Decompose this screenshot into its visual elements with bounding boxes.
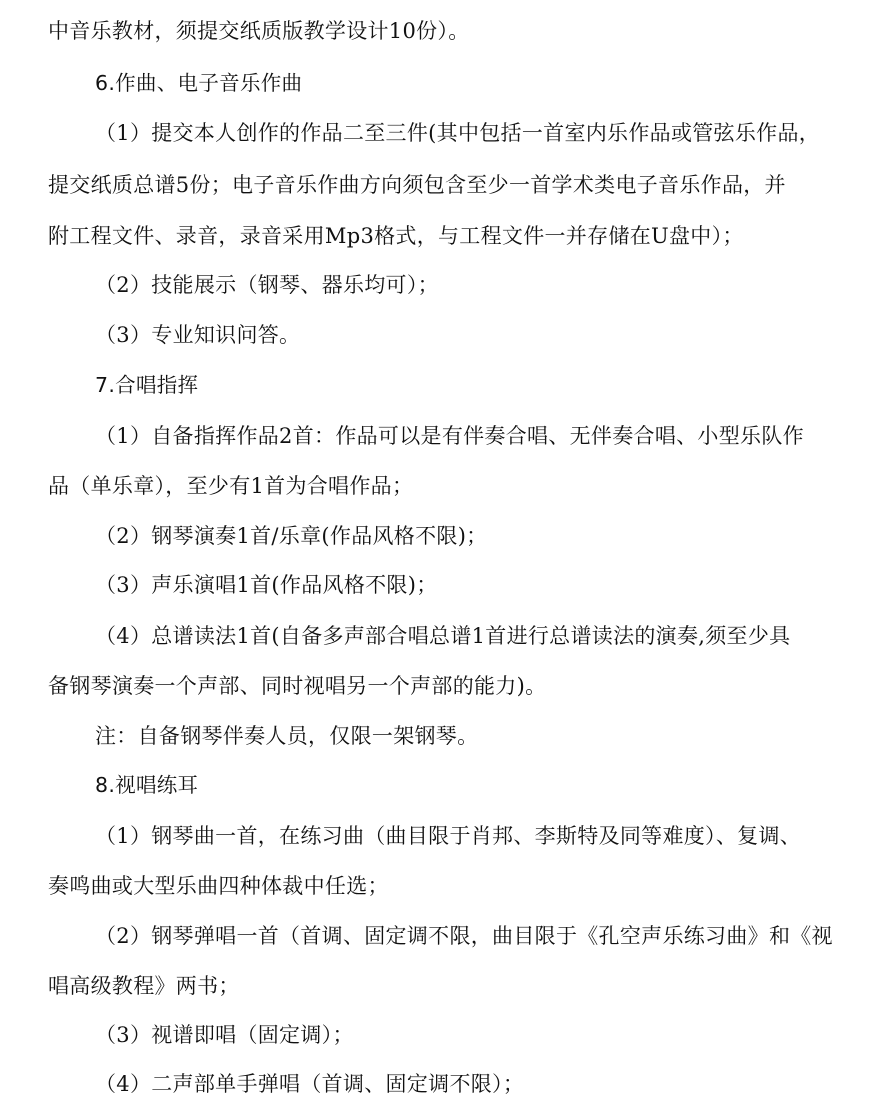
paragraph-line: （2）钢琴弹唱一首（首调、固定调不限，曲目限于《孔空声乐练习曲》和《视: [95, 924, 833, 948]
paragraph-line: （4）二声部单手弹唱（首调、固定调不限）；: [95, 1072, 525, 1096]
note-line: 注：自备钢琴伴奏人员，仅限一架钢琴。: [95, 724, 479, 748]
paragraph-line: （1）钢琴曲一首，在练习曲（曲目限于肖邦、李斯特及同等难度）、复调、: [95, 824, 802, 848]
paragraph-line: 唱高级教程》两书；: [48, 974, 240, 998]
paragraph-line: 备钢琴演奏一个声部、同时视唱另一个声部的能力)。: [48, 674, 547, 698]
paragraph-line: 提交纸质总谱5份；电子音乐作曲方向须包含至少一首学术类电子音乐作品，并: [48, 173, 786, 197]
paragraph-line: （4）总谱读法1首(自备多声部合唱总谱1首进行总谱读法的演奏,须至少具: [95, 624, 791, 648]
paragraph-line: 附工程文件、录音，录音采用Mp3格式，与工程文件一并存储在U盘中）；: [48, 224, 744, 248]
paragraph-line: （3）声乐演唱1首(作品风格不限)；: [95, 573, 438, 597]
paragraph-line: （1）自备指挥作品2首：作品可以是有伴奏合唱、无伴奏合唱、小型乐队作: [95, 424, 804, 448]
paragraph-line: （3）视谱即唱（固定调）；: [95, 1023, 354, 1047]
paragraph-line: （2）技能展示（钢琴、器乐均可）；: [95, 273, 439, 297]
section-heading: 6.作曲、电子音乐作曲: [95, 71, 303, 95]
paragraph-line: （2）钢琴演奏1首/乐章(作品风格不限)；: [95, 524, 488, 548]
paragraph-line: （3）专业知识问答。: [95, 323, 301, 347]
paragraph-line: 奏鸣曲或大型乐曲四种体裁中任选；: [48, 874, 389, 898]
section-heading: 8.视唱练耳: [95, 773, 199, 797]
section-heading: 7.合唱指挥: [95, 373, 199, 397]
paragraph-line: 品（单乐章），至少有1首为合唱作品；: [48, 474, 414, 498]
paragraph-line: 中音乐教材，须提交纸质版教学设计10份）。: [48, 19, 470, 43]
paragraph-line: （1）提交本人创作的作品二至三件(其中包括一首室内乐作品或管弦乐作品，: [95, 121, 821, 145]
